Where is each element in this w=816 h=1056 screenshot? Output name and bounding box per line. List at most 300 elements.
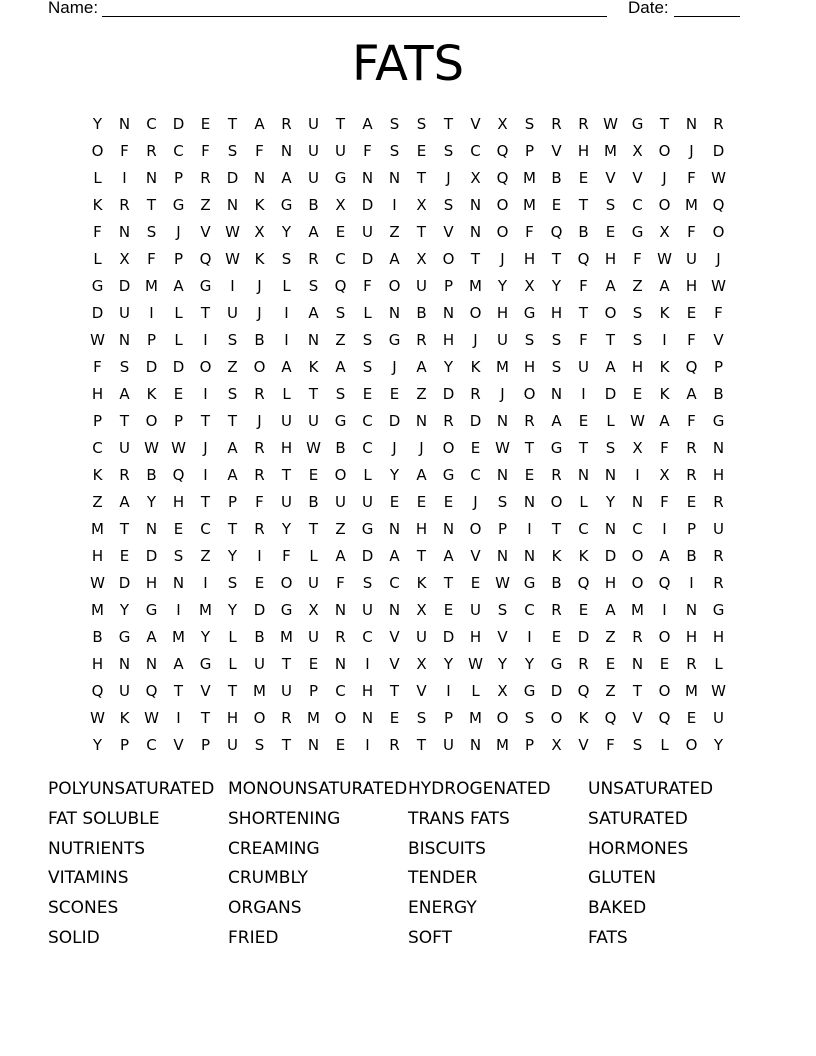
grid-letter: S — [281, 250, 292, 268]
grid-letter: P — [686, 520, 697, 538]
grid-letter: T — [227, 520, 238, 538]
grid-letter: H — [496, 304, 509, 322]
grid-letter: N — [442, 304, 455, 322]
worksheet-header — [48, 0, 748, 20]
grid-letter: H — [604, 250, 617, 268]
grid-letter: G — [631, 115, 644, 133]
grid-letter: X — [632, 439, 643, 457]
word-bank-item: FRIED — [228, 927, 279, 948]
grid-letter: A — [605, 358, 616, 376]
grid-letter: J — [500, 385, 505, 403]
grid-letter: B — [335, 439, 346, 457]
grid-letter: F — [660, 493, 669, 511]
grid-letter: E — [686, 304, 697, 322]
grid-letter: Y — [119, 601, 130, 619]
grid-letter: H — [361, 682, 374, 700]
grid-letter: H — [226, 709, 239, 727]
grid-letter: O — [334, 709, 347, 727]
grid-letter: B — [146, 466, 157, 484]
grid-letter: Z — [632, 277, 643, 295]
grid-letter: Y — [200, 628, 211, 646]
grid-letter: N — [361, 169, 374, 187]
grid-letter: S — [443, 196, 454, 214]
name-blank-line — [102, 16, 607, 17]
grid-letter: Y — [443, 358, 454, 376]
grid-letter: Q — [199, 250, 212, 268]
grid-letter: J — [392, 358, 397, 376]
grid-letter: N — [334, 601, 347, 619]
grid-letter: L — [93, 250, 102, 268]
grid-letter: M — [685, 196, 698, 214]
grid-letter: N — [307, 331, 320, 349]
grid-letter: O — [712, 223, 725, 241]
grid-letter: U — [308, 628, 319, 646]
grid-letter: Y — [146, 493, 157, 511]
grid-letter: O — [523, 385, 536, 403]
grid-letter: F — [93, 358, 102, 376]
grid-letter: R — [713, 493, 724, 511]
grid-letter: K — [551, 547, 562, 565]
word-bank-item: TENDER — [408, 868, 478, 889]
grid-letter: W — [225, 250, 240, 268]
grid-letter: J — [473, 493, 478, 511]
grid-letter: Q — [172, 466, 185, 484]
grid-letter: O — [253, 358, 266, 376]
grid-letter: O — [496, 709, 509, 727]
grid-letter: E — [551, 196, 562, 214]
grid-letter: Q — [685, 358, 698, 376]
grid-letter: R — [470, 385, 481, 403]
grid-letter: E — [659, 655, 670, 673]
grid-letter: X — [416, 601, 427, 619]
grid-letter: N — [469, 196, 482, 214]
grid-letter: M — [91, 520, 104, 538]
grid-letter: R — [578, 655, 589, 673]
grid-letter: L — [174, 304, 183, 322]
grid-letter: J — [500, 250, 505, 268]
grid-letter: X — [632, 142, 643, 160]
grid-letter: A — [605, 277, 616, 295]
grid-letter: U — [308, 412, 319, 430]
grid-letter: V — [200, 223, 211, 241]
grid-letter: C — [335, 250, 346, 268]
grid-letter: O — [469, 304, 482, 322]
grid-letter: G — [199, 277, 212, 295]
grid-letter: T — [632, 682, 643, 700]
grid-letter: N — [388, 304, 401, 322]
grid-letter: I — [176, 709, 181, 727]
grid-letter: O — [145, 412, 158, 430]
grid-letter: S — [146, 223, 157, 241]
grid-letter: I — [662, 601, 667, 619]
grid-letter: D — [442, 385, 455, 403]
grid-letter: F — [687, 169, 696, 187]
grid-letter: N — [604, 520, 617, 538]
grid-letter: H — [631, 358, 644, 376]
grid-letter: A — [551, 412, 562, 430]
grid-letter: R — [119, 196, 130, 214]
grid-letter: F — [633, 250, 642, 268]
grid-letter: R — [713, 547, 724, 565]
grid-letter: R — [254, 466, 265, 484]
grid-letter: L — [228, 628, 237, 646]
grid-letter: T — [416, 547, 427, 565]
grid-letter: G — [523, 682, 536, 700]
grid-letter: O — [442, 439, 455, 457]
grid-letter: W — [495, 439, 510, 457]
grid-letter: P — [119, 736, 130, 754]
grid-letter: T — [200, 493, 211, 511]
grid-letter: U — [119, 304, 130, 322]
grid-letter: N — [604, 466, 617, 484]
grid-letter: S — [416, 709, 427, 727]
grid-letter: L — [363, 466, 372, 484]
grid-letter: O — [550, 709, 563, 727]
word-bank-item: HORMONES — [588, 838, 689, 859]
word-bank-item: POLYUNSATURATED — [48, 779, 215, 799]
grid-letter: E — [335, 736, 346, 754]
grid-letter: F — [282, 547, 291, 565]
grid-letter: I — [446, 682, 451, 700]
grid-letter: H — [523, 358, 536, 376]
grid-letter: I — [257, 547, 262, 565]
grid-letter: I — [176, 601, 181, 619]
grid-letter: T — [227, 682, 238, 700]
grid-letter: L — [660, 736, 669, 754]
grid-letter: D — [118, 574, 131, 592]
grid-letter: T — [227, 115, 238, 133]
grid-letter: S — [524, 709, 535, 727]
grid-letter: L — [471, 682, 480, 700]
grid-letter: S — [524, 331, 535, 349]
grid-letter: I — [284, 331, 289, 349]
grid-letter: G — [550, 655, 563, 673]
grid-letter: I — [203, 466, 208, 484]
grid-letter: P — [524, 736, 535, 754]
grid-letter: R — [254, 520, 265, 538]
grid-letter: N — [253, 169, 266, 187]
grid-letter: G — [631, 223, 644, 241]
grid-letter: I — [122, 169, 127, 187]
word-bank-item: CRUMBLY — [228, 868, 309, 889]
grid-letter: U — [308, 574, 319, 592]
grid-letter: J — [689, 142, 694, 160]
grid-letter: U — [335, 142, 346, 160]
grid-letter: T — [200, 709, 211, 727]
grid-letter: J — [473, 331, 478, 349]
grid-letter: A — [227, 466, 238, 484]
grid-letter: W — [90, 574, 105, 592]
grid-letter: N — [496, 466, 509, 484]
grid-letter: X — [308, 601, 319, 619]
grid-letter: S — [335, 304, 346, 322]
grid-letter: W — [144, 439, 159, 457]
grid-letter: Y — [713, 736, 724, 754]
grid-letter: J — [716, 250, 721, 268]
grid-letter: U — [470, 601, 481, 619]
grid-letter: N — [631, 655, 644, 673]
grid-letter: S — [524, 115, 535, 133]
grid-letter: Z — [335, 331, 346, 349]
grid-letter: Q — [658, 574, 671, 592]
grid-letter: E — [632, 385, 643, 403]
grid-letter: P — [92, 412, 103, 430]
grid-letter: Q — [577, 574, 590, 592]
grid-letter: F — [363, 277, 372, 295]
grid-letter: E — [362, 385, 373, 403]
grid-letter: W — [225, 223, 240, 241]
grid-letter: U — [227, 304, 238, 322]
grid-letter: G — [172, 196, 185, 214]
grid-letter: J — [446, 169, 451, 187]
grid-letter: I — [203, 331, 208, 349]
grid-letter: X — [119, 250, 130, 268]
grid-letter: E — [335, 223, 346, 241]
word-bank-item: VITAMINS — [48, 868, 129, 889]
grid-letter: T — [578, 196, 589, 214]
word-bank-item: FAT SOLUBLE — [48, 808, 160, 829]
grid-letter: A — [659, 277, 670, 295]
grid-letter: A — [335, 358, 346, 376]
grid-letter: T — [173, 682, 184, 700]
date-label: Date: — [628, 0, 669, 17]
grid-letter: T — [551, 250, 562, 268]
grid-letter: F — [201, 142, 210, 160]
grid-letter: N — [550, 385, 563, 403]
grid-letter: E — [173, 520, 184, 538]
grid-letter: X — [470, 169, 481, 187]
grid-letter: W — [90, 709, 105, 727]
grid-letter: B — [416, 304, 427, 322]
grid-letter: S — [389, 115, 400, 133]
grid-letter: W — [144, 709, 159, 727]
letter-grid — [84, 111, 732, 759]
grid-letter: D — [172, 115, 185, 133]
grid-letter: B — [551, 169, 562, 187]
grid-letter: K — [254, 196, 265, 214]
grid-letter: D — [226, 169, 239, 187]
grid-letter: L — [228, 655, 237, 673]
grid-letter: V — [551, 142, 562, 160]
grid-letter: B — [254, 628, 265, 646]
grid-letter: D — [361, 547, 374, 565]
grid-letter: A — [146, 628, 157, 646]
grid-letter: U — [497, 331, 508, 349]
grid-letter: S — [254, 736, 265, 754]
grid-letter: T — [146, 196, 157, 214]
grid-letter: T — [416, 223, 427, 241]
word-bank-item: TRANS FATS — [408, 808, 510, 829]
grid-letter: X — [497, 115, 508, 133]
grid-letter: C — [632, 520, 643, 538]
grid-letter: Y — [227, 601, 238, 619]
grid-letter: P — [443, 709, 454, 727]
grid-letter: P — [173, 250, 184, 268]
grid-letter: O — [253, 709, 266, 727]
grid-letter: U — [416, 277, 427, 295]
grid-letter: T — [578, 439, 589, 457]
grid-letter: V — [470, 547, 481, 565]
grid-letter: E — [443, 493, 454, 511]
grid-letter: D — [712, 142, 725, 160]
grid-letter: H — [685, 277, 698, 295]
grid-letter: H — [523, 250, 536, 268]
grid-letter: A — [659, 412, 670, 430]
grid-letter: Y — [92, 736, 103, 754]
grid-letter: N — [388, 601, 401, 619]
word-bank-item: SOFT — [408, 927, 453, 948]
grid-letter: P — [173, 169, 184, 187]
grid-letter: P — [227, 493, 238, 511]
grid-letter: Z — [92, 493, 103, 511]
grid-letter: Z — [389, 223, 400, 241]
grid-letter: E — [443, 601, 454, 619]
grid-letter: R — [551, 601, 562, 619]
grid-letter: R — [254, 385, 265, 403]
grid-letter: I — [284, 304, 289, 322]
grid-letter: F — [606, 736, 615, 754]
grid-letter: N — [118, 331, 131, 349]
grid-letter: S — [335, 385, 346, 403]
grid-letter: E — [551, 628, 562, 646]
grid-letter: H — [604, 574, 617, 592]
grid-letter: W — [306, 439, 321, 457]
grid-letter: A — [308, 304, 319, 322]
grid-letter: E — [470, 439, 481, 457]
grid-letter: Y — [92, 115, 103, 133]
grid-letter: M — [523, 169, 536, 187]
grid-letter: S — [551, 358, 562, 376]
grid-letter: Q — [577, 682, 590, 700]
grid-letter: M — [469, 277, 482, 295]
grid-letter: T — [659, 115, 670, 133]
grid-letter: G — [361, 520, 374, 538]
grid-letter: E — [416, 493, 427, 511]
grid-letter: T — [578, 304, 589, 322]
word-bank-item: ORGANS — [228, 898, 302, 919]
grid-letter: N — [145, 655, 158, 673]
grid-letter: P — [200, 736, 211, 754]
grid-letter: V — [389, 655, 400, 673]
grid-letter: Q — [577, 250, 590, 268]
grid-letter: A — [659, 547, 670, 565]
page-title: FATS — [351, 36, 465, 92]
grid-letter: Q — [91, 682, 104, 700]
grid-letter: K — [254, 250, 265, 268]
grid-letter: T — [551, 520, 562, 538]
grid-letter: E — [173, 385, 184, 403]
grid-letter: F — [336, 574, 345, 592]
grid-letter: O — [631, 574, 644, 592]
grid-letter: G — [199, 655, 212, 673]
grid-letter: R — [146, 142, 157, 160]
grid-letter: Y — [443, 655, 454, 673]
grid-letter: Y — [389, 466, 400, 484]
grid-letter: C — [389, 574, 400, 592]
grid-letter: Y — [605, 493, 616, 511]
word-bank-item: BAKED — [588, 898, 647, 919]
grid-letter: B — [308, 196, 319, 214]
grid-letter: N — [631, 493, 644, 511]
grid-letter: S — [497, 601, 508, 619]
grid-letter: K — [146, 385, 157, 403]
word-bank-item: HYDROGENATED — [408, 779, 551, 799]
grid-letter: N — [118, 655, 131, 673]
grid-letter: X — [416, 655, 427, 673]
grid-letter: X — [335, 196, 346, 214]
grid-letter: J — [176, 223, 181, 241]
name-label: Name: — [48, 0, 99, 17]
grid-letter: C — [470, 142, 481, 160]
grid-letter: V — [497, 628, 508, 646]
grid-letter: L — [93, 169, 102, 187]
grid-letter: S — [605, 196, 616, 214]
grid-letter: I — [365, 655, 370, 673]
grid-letter: R — [686, 466, 697, 484]
grid-letter: A — [416, 358, 427, 376]
grid-letter: O — [685, 736, 698, 754]
grid-letter: M — [280, 628, 293, 646]
grid-letter: R — [632, 628, 643, 646]
grid-letter: V — [416, 682, 427, 700]
grid-letter: D — [172, 358, 185, 376]
grid-letter: R — [281, 115, 292, 133]
grid-letter: E — [200, 115, 211, 133]
grid-letter: M — [307, 709, 320, 727]
grid-letter: R — [551, 466, 562, 484]
grid-letter: U — [686, 250, 697, 268]
grid-letter: B — [578, 223, 589, 241]
grid-letter: O — [199, 358, 212, 376]
grid-letter: F — [687, 412, 696, 430]
grid-letter: L — [363, 304, 372, 322]
grid-letter: E — [389, 493, 400, 511]
grid-letter: N — [145, 520, 158, 538]
grid-letter: U — [254, 655, 265, 673]
grid-letter: D — [118, 277, 131, 295]
grid-letter: O — [658, 142, 671, 160]
grid-letter: L — [309, 547, 318, 565]
grid-letter: K — [659, 358, 670, 376]
grid-letter: F — [255, 493, 264, 511]
grid-letter: A — [173, 655, 184, 673]
grid-letter: H — [91, 547, 104, 565]
grid-letter: Z — [200, 196, 211, 214]
grid-letter: P — [173, 412, 184, 430]
grid-letter: I — [203, 574, 208, 592]
grid-letter: E — [416, 142, 427, 160]
grid-letter: G — [91, 277, 104, 295]
grid-letter: T — [281, 655, 292, 673]
grid-letter: X — [524, 277, 535, 295]
grid-letter: A — [173, 277, 184, 295]
grid-letter: A — [389, 547, 400, 565]
grid-letter: K — [659, 385, 670, 403]
grid-letter: W — [657, 250, 672, 268]
grid-letter: M — [631, 601, 644, 619]
grid-letter: O — [91, 142, 104, 160]
grid-letter: A — [281, 358, 292, 376]
grid-letter: N — [523, 493, 536, 511]
grid-letter: N — [307, 736, 320, 754]
grid-letter: E — [686, 493, 697, 511]
grid-letter: G — [712, 601, 725, 619]
grid-letter: T — [470, 250, 481, 268]
grid-letter: H — [415, 520, 428, 538]
grid-letter: I — [635, 466, 640, 484]
grid-letter: R — [335, 628, 346, 646]
grid-letter: B — [308, 493, 319, 511]
